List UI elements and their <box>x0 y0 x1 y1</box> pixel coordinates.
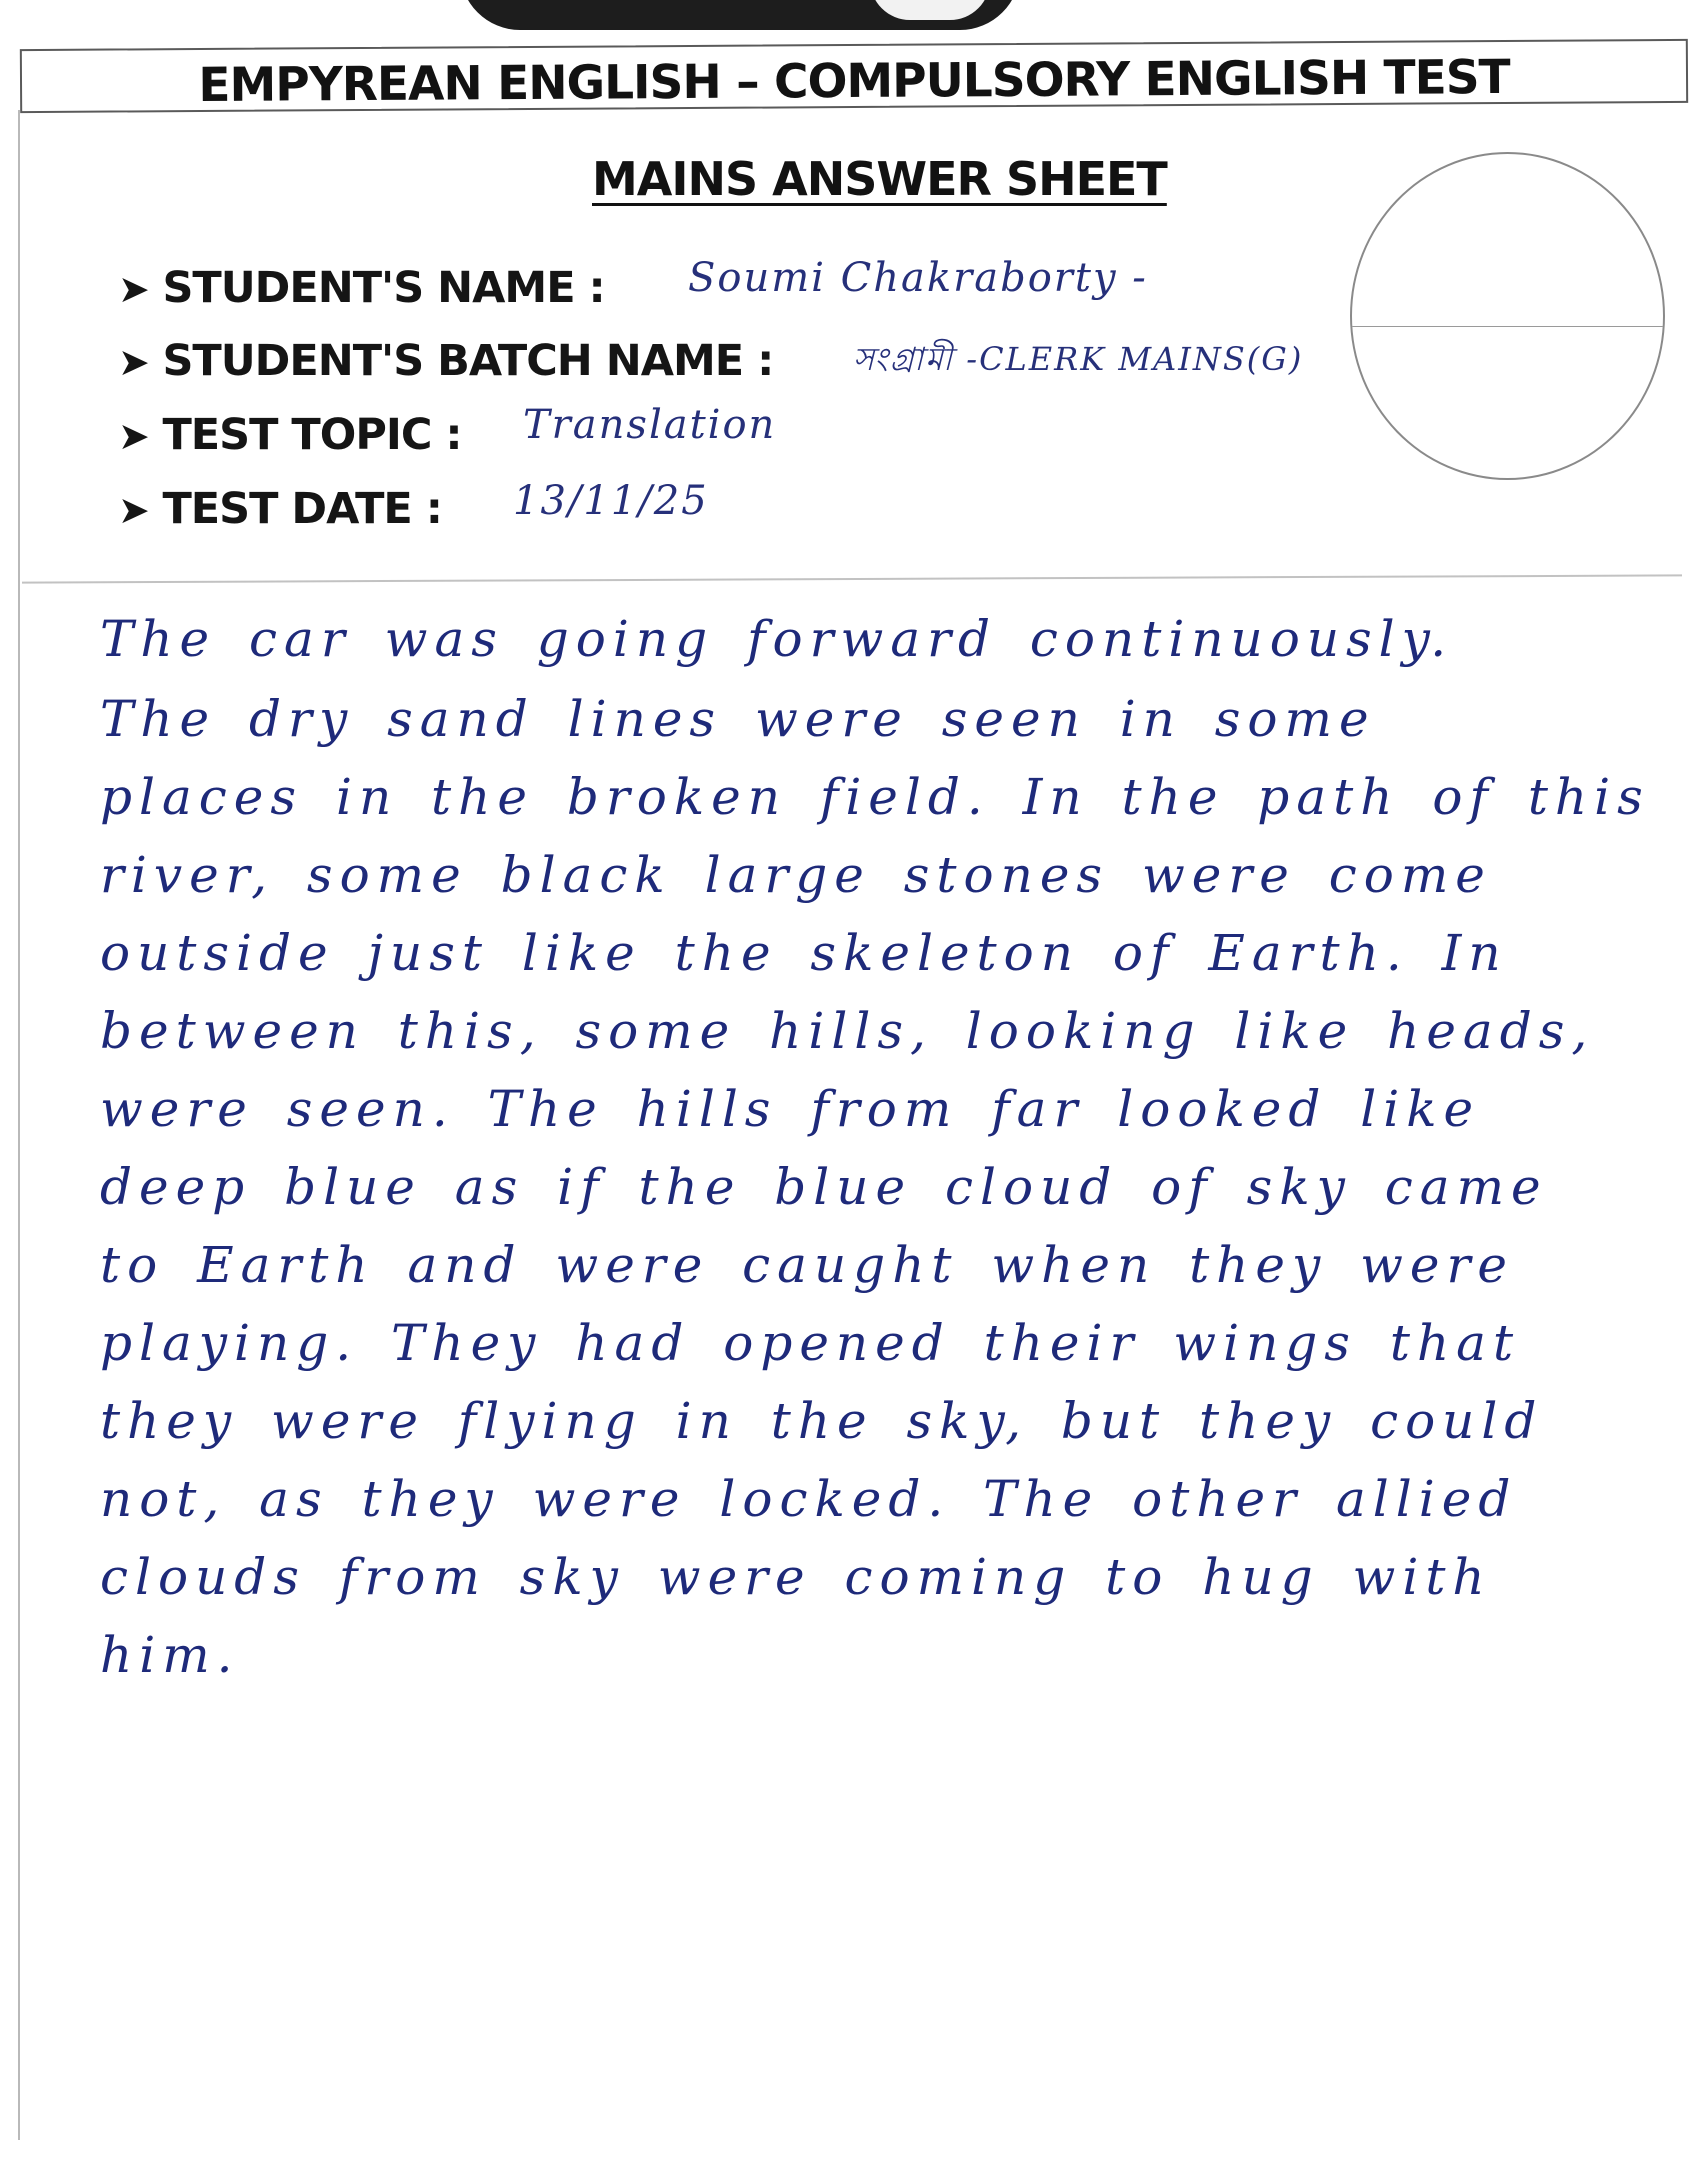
title-box <box>20 39 1688 113</box>
test-topic-value: Translation <box>523 402 777 448</box>
answer-line: they were flying in the sky, but they could <box>100 1392 1544 1450</box>
student-batch-label: STUDENT'S BATCH NAME : <box>162 336 774 386</box>
student-batch-row <box>118 336 1304 386</box>
student-name-row <box>118 255 1148 313</box>
answer-line: clouds from sky were coming to hug with <box>100 1548 1492 1606</box>
answer-line: The dry sand lines were seen in some <box>100 690 1376 748</box>
answer-line: outside just like the skeleton of Earth. In <box>100 924 1508 982</box>
student-name-label: STUDENT'S NAME : <box>162 263 605 313</box>
answer-line: deep blue as if the blue cloud of sky came <box>100 1158 1548 1216</box>
arrowhead-icon: ➤ <box>118 340 150 384</box>
answer-line: to Earth and were caught when they were <box>100 1236 1514 1294</box>
test-title: EMPYREAN ENGLISH – COMPULSORY ENGLISH TEST <box>198 49 1510 114</box>
test-date-value: 13/11/25 <box>513 478 709 524</box>
arrowhead-icon: ➤ <box>118 267 150 311</box>
student-name-value: Soumi Chakraborty - <box>688 255 1148 301</box>
margin-line <box>18 110 20 2140</box>
answer-line: places in the broken field. In the path of this <box>100 768 1650 826</box>
answer-line: him. <box>100 1626 240 1684</box>
answer-line: between this, some hills, looking like heads, <box>100 1002 1595 1060</box>
photo-circle-divider <box>1352 326 1663 327</box>
arrowhead-icon: ➤ <box>118 414 150 458</box>
test-date-label: TEST DATE : <box>162 484 442 534</box>
answer-line: river, some black large stones were come <box>100 846 1492 904</box>
answer-line: The car was going forward continuously. <box>100 610 1454 668</box>
section-divider <box>22 574 1682 583</box>
answer-line: not, as they were locked. The other allied <box>100 1470 1518 1528</box>
student-batch-value: সংগ্রামী -CLERK MAINS(G) <box>853 340 1304 378</box>
arrowhead-icon: ➤ <box>118 488 150 532</box>
sheet-subtitle: MAINS ANSWER SHEET <box>592 152 1167 206</box>
photo-circle <box>1350 152 1665 480</box>
test-topic-label: TEST TOPIC : <box>162 410 462 460</box>
test-date-row <box>118 478 709 534</box>
answer-line: playing. They had opened their wings that <box>100 1314 1521 1372</box>
answer-line: were seen. The hills from far looked like <box>100 1080 1481 1138</box>
test-topic-row <box>118 402 777 460</box>
